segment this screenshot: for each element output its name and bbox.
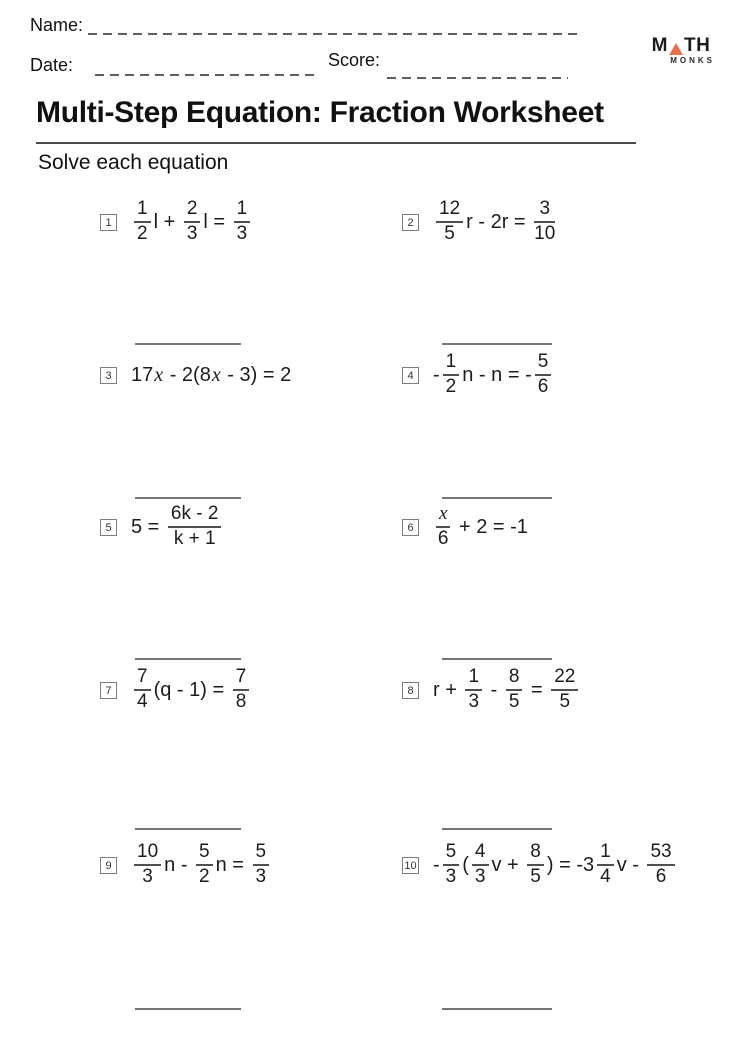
fraction bbox=[184, 199, 201, 245]
equation-text: 5 = bbox=[131, 515, 165, 538]
fraction-denominator: 3 bbox=[255, 866, 267, 887]
equation bbox=[433, 504, 528, 550]
fraction-denominator: k + 1 bbox=[173, 528, 216, 549]
score-write-line bbox=[387, 77, 568, 79]
problem-number: 1 bbox=[100, 214, 117, 231]
problem-8 bbox=[402, 655, 581, 725]
equation-text: - 2(8 bbox=[164, 363, 211, 386]
equation bbox=[131, 199, 253, 245]
equation-text: = bbox=[525, 678, 549, 701]
fraction bbox=[134, 199, 151, 245]
equation bbox=[433, 352, 554, 398]
fraction bbox=[534, 199, 555, 245]
fraction-denominator: 4 bbox=[137, 691, 148, 712]
page-title: Multi-Step Equation: Fraction Worksheet bbox=[36, 96, 604, 129]
problem-number: 8 bbox=[402, 682, 419, 699]
score-label: Score: bbox=[328, 50, 381, 70]
equation bbox=[131, 364, 291, 387]
fraction-numerator: 53 bbox=[647, 842, 674, 866]
fraction-numerator: 5 bbox=[535, 352, 552, 376]
date-label: Date: bbox=[30, 55, 74, 75]
fraction-denominator: 2 bbox=[199, 866, 210, 887]
fraction bbox=[233, 667, 250, 713]
problem-2 bbox=[402, 187, 558, 257]
fraction bbox=[168, 504, 222, 550]
fraction-numerator: 1 bbox=[134, 199, 151, 223]
fraction-denominator: 10 bbox=[534, 223, 556, 244]
fraction-numerator: 5 bbox=[443, 842, 460, 866]
fraction-numerator: 8 bbox=[527, 842, 544, 866]
problem-3 bbox=[100, 340, 291, 410]
problem-9 bbox=[100, 830, 272, 900]
problem-5 bbox=[100, 492, 224, 562]
equation-text: (q - 1) = bbox=[153, 678, 230, 701]
logo-text-m: M bbox=[651, 35, 668, 56]
equation bbox=[131, 504, 224, 550]
date-write-line bbox=[95, 74, 319, 76]
fraction-denominator: 5 bbox=[530, 866, 541, 887]
equation-text: - bbox=[433, 853, 440, 876]
fraction-numerator: 5 bbox=[196, 842, 213, 866]
equation-text: l = bbox=[203, 210, 231, 233]
fraction bbox=[597, 842, 614, 888]
equation bbox=[433, 667, 581, 713]
fraction-numerator: 12 bbox=[436, 199, 463, 223]
fraction-denominator: 8 bbox=[235, 691, 247, 712]
fraction-denominator: 5 bbox=[508, 691, 520, 712]
name-write-line bbox=[88, 33, 580, 35]
equation-text: - bbox=[485, 678, 503, 701]
problem-number: 9 bbox=[100, 857, 117, 874]
equation-text: n - bbox=[164, 853, 194, 876]
logo-subtext: MONKS bbox=[670, 56, 715, 65]
fraction bbox=[234, 199, 251, 245]
fraction-denominator: 6 bbox=[437, 528, 449, 549]
logo-text-th: TH bbox=[684, 35, 711, 56]
fraction bbox=[134, 667, 151, 713]
fraction-numerator: 22 bbox=[551, 667, 578, 691]
fraction-numerator: 1 bbox=[465, 667, 482, 691]
name-label: Name: bbox=[30, 15, 84, 35]
problem-number: 6 bbox=[402, 519, 419, 536]
equation-text: + 2 = -1 bbox=[453, 515, 528, 538]
fraction bbox=[436, 504, 450, 550]
fraction bbox=[506, 667, 523, 713]
math-monks-logo bbox=[645, 36, 717, 65]
problem-number: 7 bbox=[100, 682, 117, 699]
equation-text: r - 2r = bbox=[466, 210, 532, 233]
problem-4 bbox=[402, 340, 554, 410]
fraction bbox=[535, 352, 552, 398]
fraction-denominator: 5 bbox=[444, 223, 455, 244]
problem-number: 4 bbox=[402, 367, 419, 384]
equation bbox=[433, 199, 558, 245]
fraction bbox=[443, 842, 460, 888]
problem-number: 2 bbox=[402, 214, 419, 231]
equation-text: ) = -3 bbox=[546, 853, 595, 876]
equation-variable: x bbox=[154, 363, 164, 386]
fraction-denominator: 6 bbox=[655, 866, 667, 887]
triangle-icon bbox=[669, 43, 683, 55]
answer-line bbox=[442, 1008, 552, 1010]
fraction-denominator: 3 bbox=[142, 866, 153, 887]
fraction-numerator: 7 bbox=[233, 667, 250, 691]
instruction-text: Solve each equation bbox=[38, 151, 229, 174]
equation-text: 17 bbox=[131, 363, 154, 386]
fraction bbox=[134, 842, 161, 888]
fraction-numerator: 10 bbox=[134, 842, 161, 866]
problem-6 bbox=[402, 492, 528, 562]
equation-text: v + bbox=[491, 853, 525, 876]
fraction bbox=[253, 842, 270, 888]
problem-number: 10 bbox=[402, 857, 419, 874]
fraction-numerator: 5 bbox=[253, 842, 270, 866]
fraction bbox=[196, 842, 213, 888]
problem-7 bbox=[100, 655, 252, 725]
fraction-numerator: 7 bbox=[134, 667, 151, 691]
answer-line bbox=[135, 1008, 241, 1010]
fraction-numerator: 1 bbox=[234, 199, 251, 223]
title-underline bbox=[36, 142, 636, 144]
fraction-numerator: 8 bbox=[506, 667, 523, 691]
fraction-numerator: 4 bbox=[472, 842, 489, 866]
fraction-numerator: 1 bbox=[597, 842, 614, 866]
fraction-denominator: 4 bbox=[600, 866, 611, 887]
logo-wordmark bbox=[645, 36, 717, 55]
equation-text: n - n = - bbox=[462, 363, 532, 386]
equation-text: v - bbox=[616, 853, 645, 876]
problem-number: 3 bbox=[100, 367, 117, 384]
problem-1 bbox=[100, 187, 253, 257]
fraction bbox=[472, 842, 489, 888]
fraction-numerator: 3 bbox=[534, 199, 555, 223]
fraction-numerator: 6k - 2 bbox=[168, 504, 222, 528]
fraction-numerator: x bbox=[436, 504, 450, 528]
fraction bbox=[527, 842, 544, 888]
equation bbox=[433, 842, 678, 888]
equation bbox=[131, 667, 252, 713]
fraction bbox=[436, 199, 463, 245]
fraction-numerator: 2 bbox=[184, 199, 201, 223]
fraction bbox=[465, 667, 482, 713]
equation-variable: x bbox=[211, 363, 221, 386]
problem-10 bbox=[402, 830, 678, 900]
fraction-denominator: 3 bbox=[236, 223, 248, 244]
fraction bbox=[647, 842, 674, 888]
fraction-denominator: 5 bbox=[559, 691, 571, 712]
fraction-denominator: 2 bbox=[137, 223, 148, 244]
equation-text: ( bbox=[462, 853, 469, 876]
problem-number: 5 bbox=[100, 519, 117, 536]
fraction-denominator: 3 bbox=[474, 866, 486, 887]
equation-text: r + bbox=[433, 678, 463, 701]
fraction-denominator: 6 bbox=[537, 376, 549, 397]
fraction bbox=[443, 352, 460, 398]
equation-text: n = bbox=[215, 853, 250, 876]
fraction-denominator: 2 bbox=[445, 376, 457, 397]
fraction-denominator: 3 bbox=[445, 866, 457, 887]
fraction-denominator: 3 bbox=[186, 223, 198, 244]
equation-text: l + bbox=[153, 210, 181, 233]
fraction-numerator: 1 bbox=[443, 352, 460, 376]
equation-text: - 3) = 2 bbox=[221, 363, 292, 386]
equation-text: - bbox=[433, 363, 440, 386]
equation bbox=[131, 842, 272, 888]
fraction bbox=[551, 667, 578, 713]
fraction-denominator: 3 bbox=[468, 691, 480, 712]
